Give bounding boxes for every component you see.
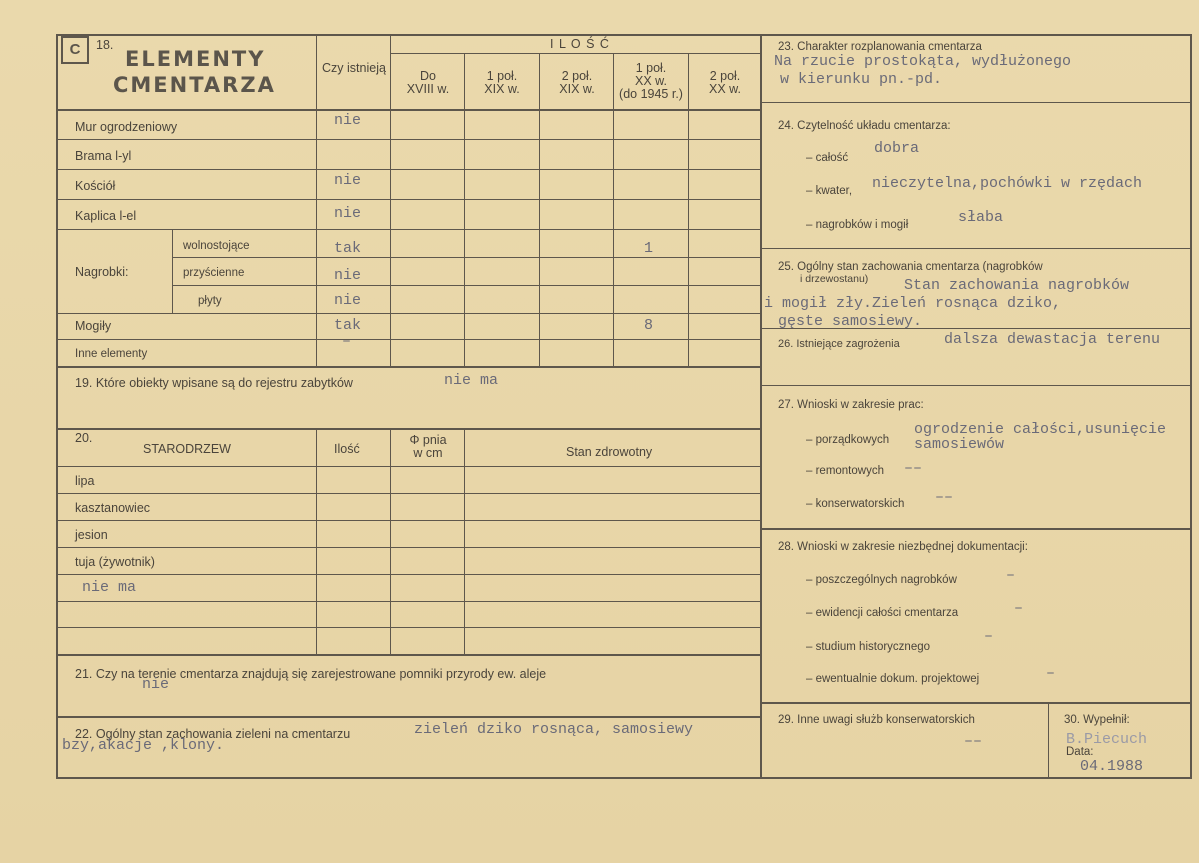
s21-label: 21. Czy na terenie cmentarza znajdują się zarejestrowane pomniki przyrody ew. aleje [75, 667, 547, 681]
row-mogily-label: Mogiły [75, 319, 112, 333]
section-letter-box: C [61, 36, 89, 64]
s30-label: 30. Wypełnił: [1064, 714, 1130, 726]
s27-porzadkowych-value2: samosiewów [914, 436, 1005, 453]
row-plyty-label: płyty [198, 295, 222, 307]
tree-tuja: tuja (żywotnik) [75, 555, 155, 569]
s25-value-line2: i mogił zły.Zieleń rosnąca dziko, [764, 295, 1062, 312]
s24-label: 24. Czytelność układu cmentarza: [778, 120, 951, 132]
s27-porzadkowych-label: – porządkowych [806, 434, 890, 446]
col-xviii-header: Do XVIII w. [406, 69, 450, 96]
col-1pol-xix-header: 1 poł. XIX w. [484, 69, 520, 96]
row-kaplica-label: Kaplica l-el [75, 209, 137, 223]
s26-label: 26. Istniejące zagrożenia [778, 338, 900, 350]
s20-stan-header: Stan zdrowotny [566, 445, 653, 459]
section-18-title-line2: CMENTARZA [113, 73, 276, 97]
row-kosciol-label: Kościół [75, 179, 116, 193]
row-nagrobki-label: Nagrobki: [75, 265, 129, 279]
s20-ilosc-header: Ilość [334, 442, 360, 456]
s19-label: 19. Które obiekty wpisane są do rejestru zabytków [75, 376, 353, 390]
row-mur-value: nie [334, 112, 362, 129]
s25-value-line3: gęste samosiewy. [778, 313, 923, 330]
row-inne-value: – [342, 333, 352, 350]
s26-value: dalsza dewastacja terenu [944, 331, 1161, 348]
row-mogily-count: 8 [644, 317, 654, 334]
s29-label: 29. Inne uwagi służb konserwatorskich [778, 714, 975, 726]
s28-item-ewidencji: – ewidencji całości cmentarza [806, 607, 959, 619]
s23-label: 23. Charakter rozplanowania cmentarza [778, 41, 982, 53]
s20-title: STARODRZEW [143, 442, 231, 456]
col-2pol-xx-header: 2 poł. XX w. [709, 69, 741, 96]
s20-number: 20. [75, 431, 93, 445]
section-18-number: 18. [96, 38, 114, 52]
section-18-title-line1: ELEMENTY [125, 47, 266, 71]
s22-value-line2: bzy,akacje ,klony. [62, 737, 225, 754]
col-1pol-xx-header: 1 poł. XX w. (do 1945 r.) [619, 61, 683, 101]
s30-date: 04.1988 [1080, 758, 1144, 775]
s24-calosc-value: dobra [874, 140, 920, 157]
s27-porzadkowych-value1: ogrodzenie całości,usunięcie [914, 421, 1167, 438]
tree-jesion: jesion [75, 528, 108, 542]
s24-calosc-label: – całość [806, 152, 849, 164]
row-przyscienne-label: przyścienne [183, 267, 245, 279]
row-kaplica-value: nie [334, 205, 362, 222]
s23-value-line2: w kierunku pn.-pd. [780, 71, 943, 88]
row-mur-label: Mur ogrodzeniowy [75, 120, 178, 134]
row-wolnostojace-label: wolnostojące [183, 240, 250, 252]
row-przyscienne-value: nie [334, 267, 362, 284]
czy-istnieja-header: Czy istnieją [322, 61, 386, 75]
s28-item-projektowej: – ewentualnie dokum. projektowej [806, 673, 980, 685]
s24-nagrobkow-value: słaba [958, 209, 1004, 226]
s27-remontowych-label: – remontowych [806, 465, 884, 477]
s24-kwater-label: – kwater, [806, 185, 853, 197]
s28-label: 28. Wnioski w zakresie niezbędnej dokumentacji: [778, 541, 1028, 553]
s27-konserwatorskich-value: –– [935, 489, 954, 506]
s25-label: 25. Ogólny stan zachowania cmentarza (nagrobków [778, 261, 1043, 273]
s25-label2: i drzewostanu) [800, 273, 869, 285]
s28-item-ewidencji-value: – [1014, 600, 1024, 617]
row-inne-label: Inne elementy [75, 348, 148, 360]
s21-value: nie [142, 676, 170, 693]
s25-value-line1: Stan zachowania nagrobków [904, 277, 1130, 294]
s22-label: 22. Ogólny stan zachowania zieleni na cmentarzu [75, 727, 351, 741]
ilosc-header: I L O Ś Ć [550, 37, 610, 51]
s28-item-nagrobkow: – poszczególnych nagrobków [806, 574, 957, 586]
s30-name: B.Piecuch [1066, 731, 1148, 748]
row-kosciol-value: nie [334, 172, 362, 189]
s23-value-line1: Na rzucie prostokąta, wydłużonego [774, 53, 1072, 70]
s30-date-label: Data: [1066, 746, 1094, 758]
s28-item-studium: – studium historycznego [806, 641, 931, 653]
s20-value: nie ma [82, 579, 137, 596]
row-wolnostojace-count: 1 [644, 240, 654, 257]
tree-lipa: lipa [75, 474, 95, 488]
s27-label: 27. Wnioski w zakresie prac: [778, 399, 924, 411]
row-plyty-value: nie [334, 292, 362, 309]
s24-nagrobkow-label: – nagrobków i mogił [806, 219, 909, 231]
s24-kwater-value: nieczytelna,pochówki w rzędach [872, 175, 1143, 192]
s28-item-projektowej-value: – [1046, 665, 1056, 682]
s29-value: –– [964, 733, 983, 750]
tree-kasztanowiec: kasztanowiec [75, 501, 151, 515]
row-brama-label: Brama l-yl [75, 149, 132, 163]
row-wolnostojace-value: tak [334, 240, 362, 257]
s28-item-nagrobkow-value: – [1006, 567, 1016, 584]
col-2pol-xix-header: 2 poł. XIX w. [559, 69, 595, 96]
s27-konserwatorskich-label: – konserwatorskich [806, 498, 905, 510]
s27-remontowych-value: –– [904, 460, 923, 477]
s28-item-studium-value: – [984, 628, 994, 645]
s20-phi-header: Φ pnia w cm [409, 433, 447, 460]
s22-value-line1: zieleń dziko rosnąca, samosiewy [414, 721, 694, 738]
row-mogily-value: tak [334, 317, 362, 334]
s19-value: nie ma [444, 372, 499, 389]
